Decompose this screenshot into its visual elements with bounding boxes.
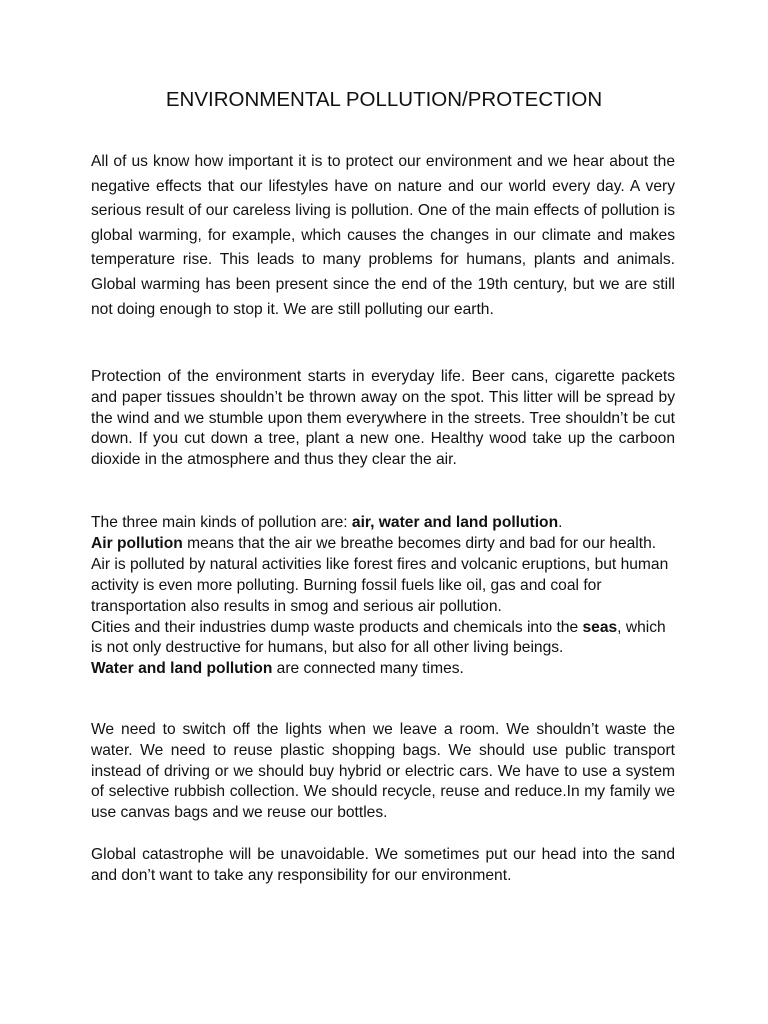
- air-pollution-heading: Air pollution: [91, 534, 183, 552]
- seas-body: Cities and their industries dump waste products and chemicals into the: [91, 618, 583, 636]
- paragraph-pollution-intro: All of us know how important it is to protect our environment and we hear about the negative effects that our lifestyles have on nature and our world every day. A very serious result of our careless living is pollution. One of the main effects of pollution is global warming, for example, which causes the changes in our climate and makes temperature rise. This leads to many problems for humans, plants and animals. Global warming has been present since the end of the 19th century, but we are still not doing enough to stop it. We are still polluting our earth.: [91, 153, 675, 318]
- paragraph-kinds-of-pollution: [91, 513, 675, 680]
- kinds-bold: air, water and land pollution: [351, 514, 559, 531]
- air-pollution-text: [91, 534, 675, 618]
- paragraph-conclusion: Global catastrophe will be unavoidable. We sometimes put our head into the sand and don’t want to take any responsibility for our environment.: [91, 846, 675, 884]
- water-land-heading: Water and land pollution: [91, 660, 273, 678]
- air-pollution-body: means that the air we breathe becomes dirty and bad for our health. Air is polluted by natural activities like forest fires and volcanic eruptions, but human activity is even more polluting. Burning fossil fuels like oil, gas and coal for transportation also results in smog and serious air pollution.: [91, 534, 669, 615]
- kinds-line: [91, 513, 675, 534]
- kinds-end: .: [558, 514, 563, 531]
- paragraph-actions: We need to switch off the lights when we leave a room. We shouldn’t waste the water. We need to reuse plastic shopping bags. We should use public transport instead of driving or we should buy hybrid or electric cars. We have to use a system of selective rubbish collection. We should recycle, reuse and reduce.In my family we use canvas bags and we reuse our bottles.: [91, 721, 675, 822]
- paragraph-protection: Protection of the environment starts in everyday life. Beer cans, cigarette packets and paper tissues shouldn’t be thrown away on the spot. This litter will be spread by the wind and we stumble upon them everywhere in the streets. Tree shouldn’t be cut down. If you cut down a tree, plant a new one. Healthy wood take up the carboon dioxide in the atmosphere and thus they clear the air.: [91, 368, 675, 469]
- document-title: ENVIRONMENTAL POLLUTION/PROTECTION: [165, 88, 603, 111]
- seas-end: , which is not only destructive for humans, but also for all other living beings.: [91, 618, 666, 657]
- water-land-text: [91, 659, 675, 680]
- seas-text: [91, 618, 675, 660]
- water-land-body: are connected many times.: [272, 660, 464, 678]
- seas-bold: seas: [582, 618, 618, 636]
- kinds-text: The three main kinds of pollution are:: [91, 514, 352, 531]
